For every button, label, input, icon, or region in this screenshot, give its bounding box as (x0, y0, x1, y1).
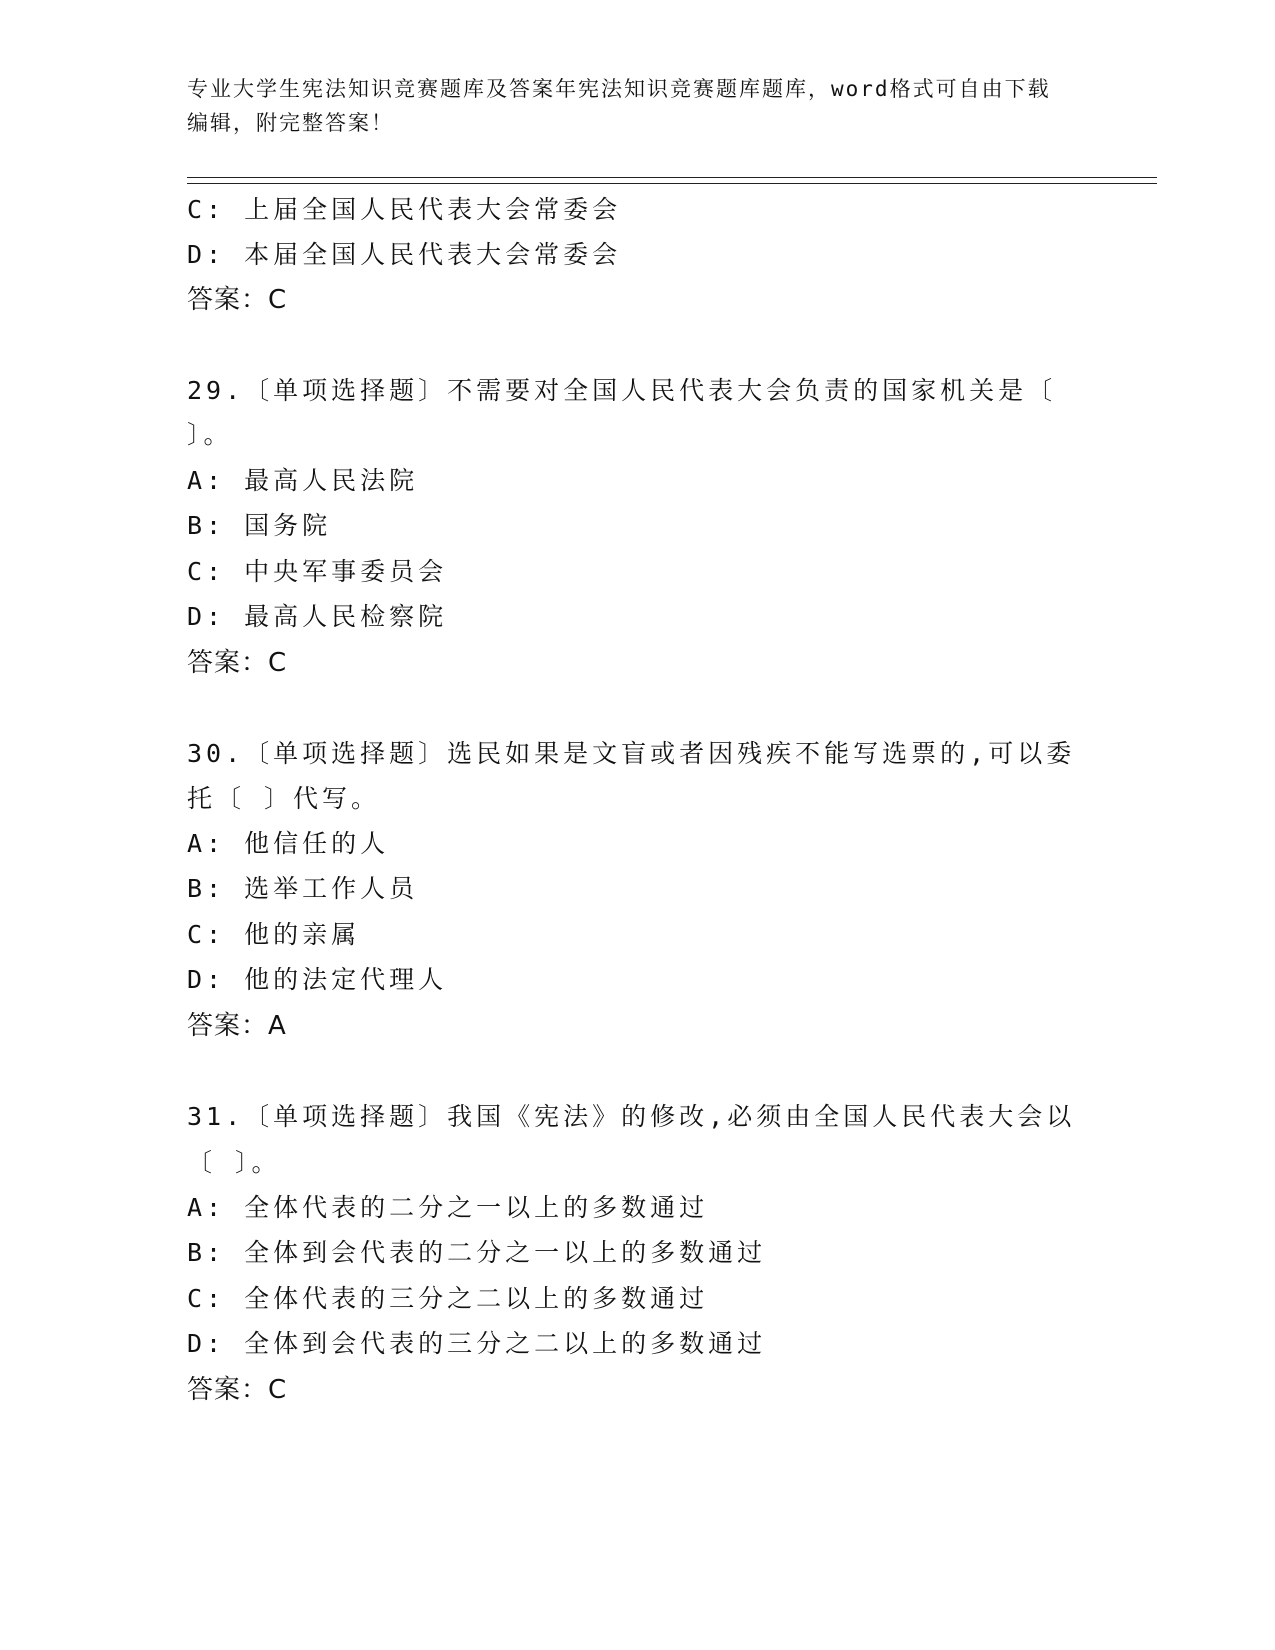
question-stem: 31.〔单项选择题〕我国《宪法》的修改,必须由全国人民代表大会以 (187, 1102, 1076, 1131)
answer: 答案：A (187, 1011, 287, 1041)
option-a: A: 最高人民法院 (187, 466, 419, 495)
option-a: A: 他信任的人 (187, 829, 390, 858)
question-stem: 30.〔单项选择题〕选民如果是文盲或者因残疾不能写选票的,可以委 (187, 739, 1076, 768)
question-stem-continued: 托〔 〕代写。 (187, 784, 381, 813)
option-b: B: 国务院 (187, 511, 332, 540)
option-b: B: 选举工作人员 (187, 874, 419, 903)
question-stem-continued: 〕。 (187, 420, 233, 449)
question-stem-continued: 〔 〕。 (187, 1148, 281, 1177)
option-d: D: 全体到会代表的三分之二以上的多数通过 (187, 1329, 767, 1358)
option-c: C: 他的亲属 (187, 920, 361, 949)
option-b: B: 全体到会代表的二分之一以上的多数通过 (187, 1238, 767, 1267)
option-c: C: 全体代表的三分之二以上的多数通过 (187, 1284, 709, 1313)
option-d: D: 最高人民检察院 (187, 602, 448, 631)
option-d: D: 他的法定代理人 (187, 965, 448, 994)
answer: 答案：C (187, 1375, 288, 1405)
question-stem: 29.〔单项选择题〕不需要对全国人民代表大会负责的国家机关是〔 (187, 376, 1057, 405)
header-divider (187, 177, 1157, 184)
answer: 答案：C (187, 285, 288, 315)
option-c: C: 上届全国人民代表大会常委会 (187, 195, 622, 224)
option-c: C: 中央军事委员会 (187, 557, 448, 586)
option-a: A: 全体代表的二分之一以上的多数通过 (187, 1193, 709, 1222)
answer: 答案：C (187, 648, 288, 678)
option-d: D: 本届全国人民代表大会常委会 (187, 240, 622, 269)
document-header: 专业大学生宪法知识竞赛题库及答案年宪法知识竞赛题库题库，word格式可自由下载编辑，附完整答案！ (187, 77, 1051, 135)
